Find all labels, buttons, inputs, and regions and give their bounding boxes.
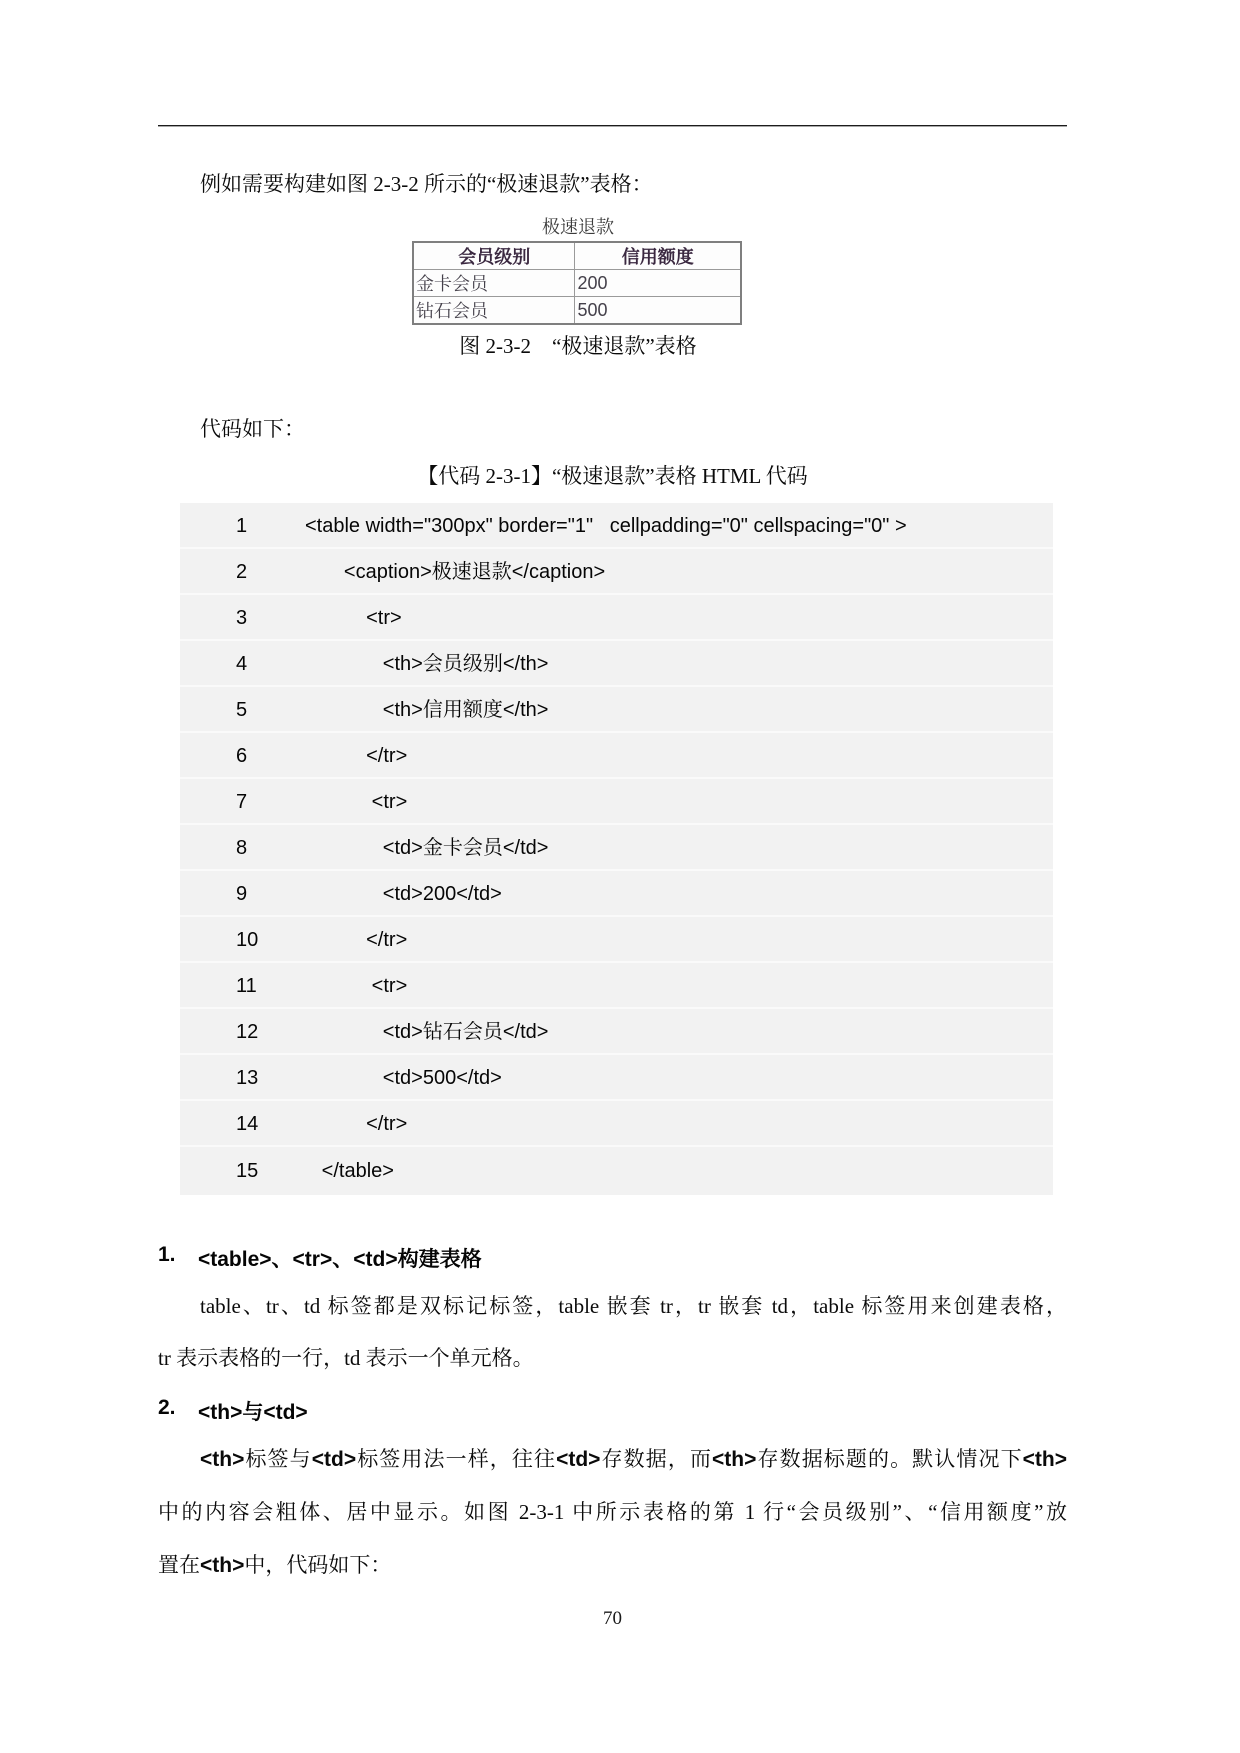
line-number: 11 [236, 975, 257, 997]
text-segment: tr 表示表格的一行，td 表示一个单元格。 [158, 1346, 534, 1370]
header-rule [158, 125, 1067, 127]
section-number: 2. [158, 1396, 176, 1419]
code-line [180, 687, 1053, 733]
code-line [180, 917, 1053, 963]
code-text: <th>信用额度</th> [305, 699, 549, 721]
code-text: <caption>极速退款</caption> [305, 561, 606, 583]
code-text: <th>会员级别</th> [305, 653, 549, 675]
text-segment: 存数据标题的。默认情况下 [756, 1447, 1023, 1471]
line-number: 2 [236, 561, 248, 583]
text-segment: 中的内容会粗体、居中显示。如图 2-3-1 中所示表格的第 1 行“会员级别”、“信用额度”放 [158, 1500, 1067, 1524]
code-line [180, 871, 1053, 917]
code-line [180, 1055, 1053, 1101]
code-line [180, 549, 1053, 595]
html-tag-token: <td> [311, 1448, 357, 1471]
table-cell: 钻石会员 [413, 297, 575, 325]
code-text: </tr> [305, 1113, 408, 1135]
code-text: <td>钻石会员</td> [305, 1021, 549, 1043]
column-header: 信用额度 [575, 242, 741, 270]
code-text: </tr> [305, 929, 408, 951]
code-line [180, 1147, 1053, 1195]
code-text: <tr> [305, 791, 408, 813]
paragraph-line [158, 1443, 1067, 1476]
section-heading-1 [158, 1243, 1067, 1273]
code-line [180, 1009, 1053, 1055]
html-tag-token: <th> [200, 1554, 245, 1577]
line-number: 4 [236, 653, 248, 675]
paragraph-line [158, 1342, 1067, 1374]
text-segment: 中，代码如下： [244, 1553, 392, 1577]
code-listing-block [180, 503, 1053, 1195]
line-number: 7 [236, 791, 248, 813]
section-number: 1. [158, 1243, 176, 1266]
intro-paragraph: 例如需要构建如图 2-3-2 所示的“极速退款”表格： [200, 172, 653, 196]
code-line [180, 1101, 1053, 1147]
demo-table-caption: 极速退款 [542, 217, 614, 237]
code-line [180, 779, 1053, 825]
html-tag-token: <th> [1022, 1448, 1068, 1471]
html-tag-token: <td> [556, 1448, 601, 1471]
text-segment: 置在 [158, 1553, 200, 1577]
code-text: <td>500</td> [305, 1067, 502, 1089]
code-line [180, 825, 1053, 871]
section-heading-2 [158, 1396, 1067, 1426]
figure-2-3-2 [158, 213, 998, 325]
section-title: <table>、<tr>、<td>构建表格 [198, 1248, 482, 1271]
line-number: 5 [236, 699, 248, 721]
code-text: <td>200</td> [305, 883, 502, 905]
code-line [180, 595, 1053, 641]
column-header: 会员级别 [413, 242, 575, 270]
code-text: <tr> [305, 607, 402, 629]
paragraph-line [158, 1496, 1067, 1528]
table-cell: 500 [575, 297, 741, 325]
code-line [180, 641, 1053, 687]
table-cell: 金卡会员 [413, 270, 575, 297]
figure-table-image [412, 213, 744, 325]
line-number: 14 [236, 1113, 259, 1135]
line-number: 1 [236, 515, 248, 537]
table-cell: 200 [575, 270, 741, 297]
html-tag-token: <th> [200, 1448, 245, 1471]
line-number: 15 [236, 1160, 259, 1182]
code-text: </table> [305, 1160, 394, 1182]
code-text: </tr> [305, 745, 408, 767]
paragraph-line [158, 1549, 1067, 1582]
text-segment: table、tr、td 标签都是双标记标签，table 嵌套 tr，tr 嵌套 td，table 标签用来创建表格， [200, 1294, 1067, 1318]
line-number: 12 [236, 1021, 259, 1043]
page-number: 70 [603, 1608, 622, 1629]
code-listing-title: 【代码 2-3-1】“极速退款”表格 HTML 代码 [417, 464, 808, 488]
text-segment: 标签用法一样，往往 [356, 1447, 557, 1471]
text-segment: 标签与 [244, 1447, 312, 1471]
code-line [180, 503, 1053, 549]
code-line [180, 733, 1053, 779]
demo-table [412, 241, 742, 325]
line-number: 8 [236, 837, 248, 859]
table-row [413, 270, 741, 297]
figure-caption: 图 2-3-2 “极速退款”表格 [459, 334, 697, 358]
text-segment: 存数据，而 [600, 1447, 713, 1471]
table-row [413, 297, 741, 325]
line-number: 6 [236, 745, 248, 767]
code-line [180, 963, 1053, 1009]
paragraph-line [158, 1290, 1067, 1322]
line-number: 9 [236, 883, 248, 905]
line-number: 10 [236, 929, 259, 951]
demo-table-header-row [413, 242, 741, 270]
code-intro-text: 代码如下： [200, 417, 305, 441]
html-tag-token: <th> [712, 1448, 757, 1471]
code-text: <table width="300px" border="1" cellpadding="0" cellspacing="0" > [305, 515, 907, 537]
line-number: 3 [236, 607, 248, 629]
section-title: <th>与<td> [198, 1401, 308, 1424]
code-text: <tr> [305, 975, 408, 997]
code-text: <td>金卡会员</td> [305, 837, 549, 859]
line-number: 13 [236, 1067, 259, 1089]
